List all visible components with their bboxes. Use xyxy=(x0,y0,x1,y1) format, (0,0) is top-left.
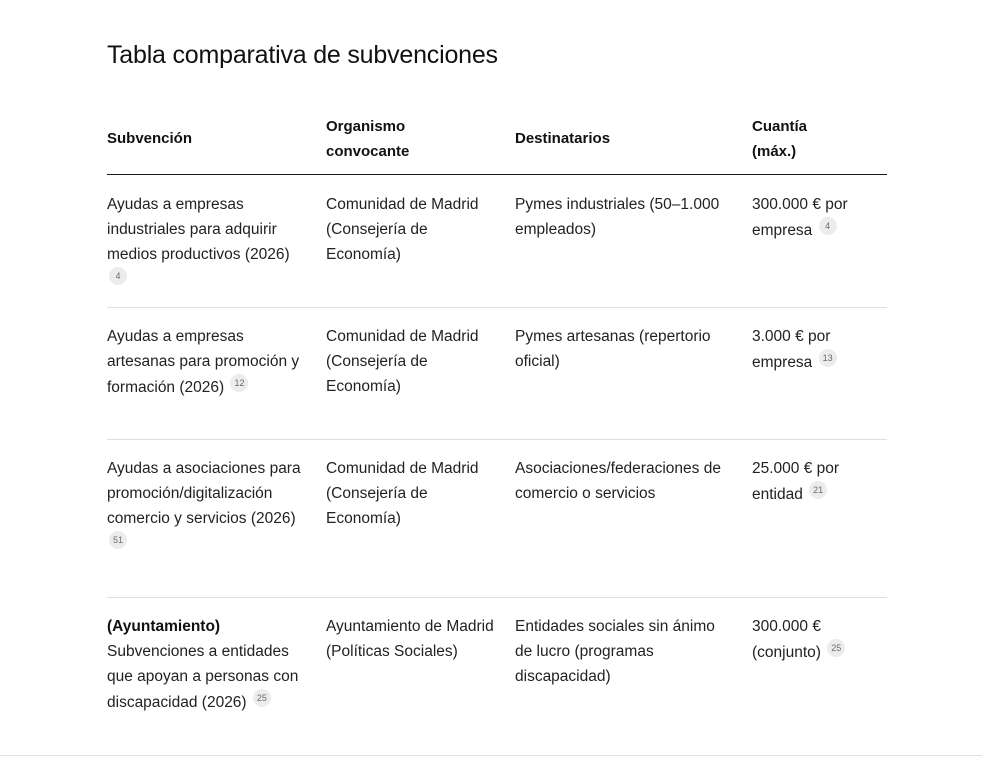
table-header-row xyxy=(107,103,887,175)
cell-organismo: Comunidad de Madrid (Consejería de Economía) xyxy=(326,328,479,395)
subsidy-comparison-table xyxy=(107,103,887,756)
citation-badge[interactable]: 13 xyxy=(819,349,837,367)
citation-badge[interactable]: 12 xyxy=(230,374,248,392)
header-cuantia-line2: (máx.) xyxy=(752,142,797,160)
cell-organismo: Ayuntamiento de Madrid (Políticas Sociales) xyxy=(326,618,494,660)
table-row xyxy=(107,308,887,440)
citation-badge[interactable]: 51 xyxy=(109,531,127,549)
cuantia-text: 3.000 € por empresa xyxy=(752,328,831,372)
cell-destinatarios: Pymes industriales (50–1.000 empleados) xyxy=(515,196,720,238)
citation-badge[interactable]: 21 xyxy=(809,481,827,499)
header-destinatarios: Destinatarios xyxy=(515,130,611,147)
cuantia-text: 25.000 € por entidad xyxy=(752,460,840,504)
subvencion-text: Ayudas a empresas industriales para adquirir medios productivos (2026) xyxy=(107,196,290,263)
header-organismo-line1: Organismo xyxy=(326,117,406,135)
citation-badge[interactable]: 4 xyxy=(819,217,837,235)
cuantia-text: 300.000 € (conjunto) xyxy=(752,618,821,662)
header-subvencion: Subvención xyxy=(107,130,193,147)
cell-organismo: Comunidad de Madrid (Consejería de Economía) xyxy=(326,196,479,263)
citation-badge[interactable]: 25 xyxy=(827,639,845,657)
cell-subvencion xyxy=(107,456,326,597)
cell-subvencion xyxy=(107,614,326,755)
table-row xyxy=(107,598,887,756)
cell-destinatarios: Asociaciones/federaciones de comercio o servicios xyxy=(515,460,721,502)
page-divider xyxy=(0,755,982,756)
cell-cuantia xyxy=(752,192,887,307)
cell-subvencion xyxy=(107,324,326,439)
header-cuantia xyxy=(752,114,887,164)
subvencion-text: Subvenciones a entidades que apoyan a personas con discapacidad (2026) xyxy=(107,643,299,712)
citation-badge[interactable]: 4 xyxy=(109,267,127,285)
subvencion-text: Ayudas a asociaciones para promoción/digitalización comercio y servicios (2026) xyxy=(107,460,301,527)
header-cuantia-line1: Cuantía xyxy=(752,117,808,135)
cell-subvencion xyxy=(107,192,326,307)
header-organismo-line2: convocante xyxy=(326,142,410,160)
cell-destinatarios: Entidades sociales sin ánimo de lucro (programas discapacidad) xyxy=(515,618,715,685)
subvencion-text: Ayudas a empresas artesanas para promoción y formación (2026) xyxy=(107,328,300,397)
subvencion-bold-prefix: (Ayuntamiento) xyxy=(107,618,221,635)
table-row xyxy=(107,440,887,598)
citation-badge[interactable]: 25 xyxy=(253,689,271,707)
cell-destinatarios: Pymes artesanas (repertorio oficial) xyxy=(515,328,711,370)
page-title: Tabla comparativa de subvenciones xyxy=(107,41,498,69)
cell-cuantia xyxy=(752,324,887,439)
header-organismo xyxy=(326,114,515,164)
cell-cuantia xyxy=(752,456,887,597)
table-row xyxy=(107,175,887,308)
cuantia-text: 300.000 € por empresa xyxy=(752,196,848,240)
cell-organismo: Comunidad de Madrid (Consejería de Economía) xyxy=(326,460,479,527)
cell-cuantia xyxy=(752,614,887,755)
